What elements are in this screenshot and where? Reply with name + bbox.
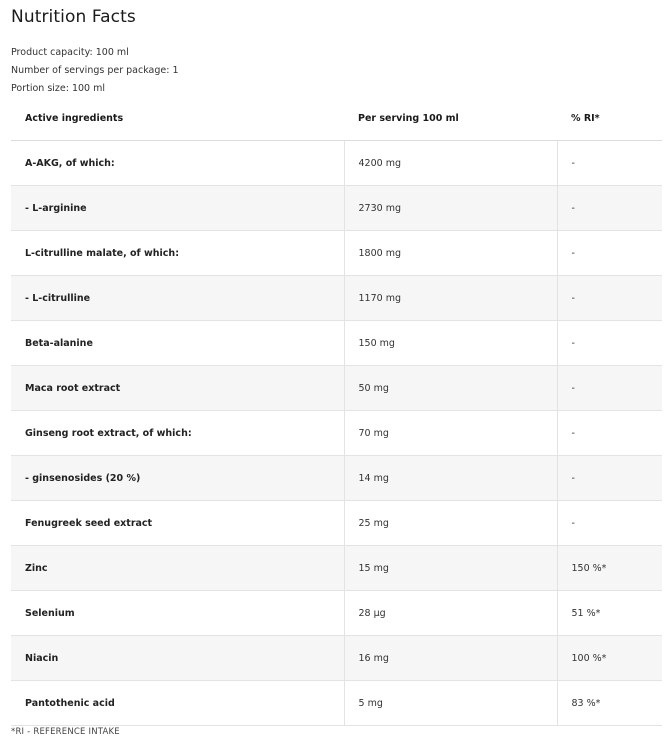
- table-row: [11, 276, 662, 321]
- amount-cell: 2730 mg: [344, 186, 557, 231]
- table-row: [11, 186, 662, 231]
- column-header-ingredients: Active ingredients: [11, 97, 344, 141]
- page-title: Nutrition Facts: [11, 7, 136, 27]
- table-row: [11, 411, 662, 456]
- ingredient-cell: Niacin: [11, 636, 344, 681]
- table-row: [11, 636, 662, 681]
- ingredient-cell: Maca root extract: [11, 366, 344, 411]
- ingredient-cell: - ginsenosides (20 %): [11, 456, 344, 501]
- ri-cell: -: [557, 276, 662, 321]
- ri-cell: 83 %*: [557, 681, 662, 726]
- column-header-per-serving: Per serving 100 ml: [344, 97, 557, 141]
- ri-cell: -: [557, 501, 662, 546]
- amount-cell: 5 mg: [344, 681, 557, 726]
- ri-cell: -: [557, 456, 662, 501]
- amount-cell: 25 mg: [344, 501, 557, 546]
- amount-cell: 50 mg: [344, 366, 557, 411]
- ingredient-cell: - L-citrulline: [11, 276, 344, 321]
- ingredient-cell: Selenium: [11, 591, 344, 636]
- footnote: *RI - REFERENCE INTAKE: [11, 727, 120, 737]
- table-row: [11, 546, 662, 591]
- amount-cell: 150 mg: [344, 321, 557, 366]
- ri-cell: 100 %*: [557, 636, 662, 681]
- amount-cell: 14 mg: [344, 456, 557, 501]
- table-header-row: [11, 97, 662, 141]
- ri-cell: 150 %*: [557, 546, 662, 591]
- table-row: [11, 321, 662, 366]
- amount-cell: 1800 mg: [344, 231, 557, 276]
- amount-cell: 4200 mg: [344, 141, 557, 186]
- amount-cell: 15 mg: [344, 546, 557, 591]
- ri-cell: -: [557, 321, 662, 366]
- column-header-ri: % RI*: [557, 97, 662, 141]
- ingredient-cell: Fenugreek seed extract: [11, 501, 344, 546]
- ingredient-cell: A-AKG, of which:: [11, 141, 344, 186]
- ingredient-cell: Beta-alanine: [11, 321, 344, 366]
- table-row: [11, 591, 662, 636]
- ingredient-cell: Pantothenic acid: [11, 681, 344, 726]
- amount-cell: 1170 mg: [344, 276, 557, 321]
- ri-cell: 51 %*: [557, 591, 662, 636]
- table-row: [11, 366, 662, 411]
- ri-cell: -: [557, 411, 662, 456]
- ingredient-cell: Ginseng root extract, of which:: [11, 411, 344, 456]
- table-row: [11, 231, 662, 276]
- ri-cell: -: [557, 366, 662, 411]
- nutrition-table: [11, 97, 662, 726]
- product-meta: [11, 44, 179, 98]
- table-row: [11, 681, 662, 726]
- ri-cell: -: [557, 141, 662, 186]
- amount-cell: 28 μg: [344, 591, 557, 636]
- servings-per-package: Number of servings per package: 1: [11, 65, 179, 76]
- table-row: [11, 141, 662, 186]
- ri-cell: -: [557, 186, 662, 231]
- amount-cell: 70 mg: [344, 411, 557, 456]
- table-row: [11, 501, 662, 546]
- product-capacity: Product capacity: 100 ml: [11, 47, 129, 58]
- ri-cell: -: [557, 231, 662, 276]
- portion-size: Portion size: 100 ml: [11, 83, 106, 94]
- ingredient-cell: - L-arginine: [11, 186, 344, 231]
- ingredient-cell: L-citrulline malate, of which:: [11, 231, 344, 276]
- ingredient-cell: Zinc: [11, 546, 344, 591]
- amount-cell: 16 mg: [344, 636, 557, 681]
- table-row: [11, 456, 662, 501]
